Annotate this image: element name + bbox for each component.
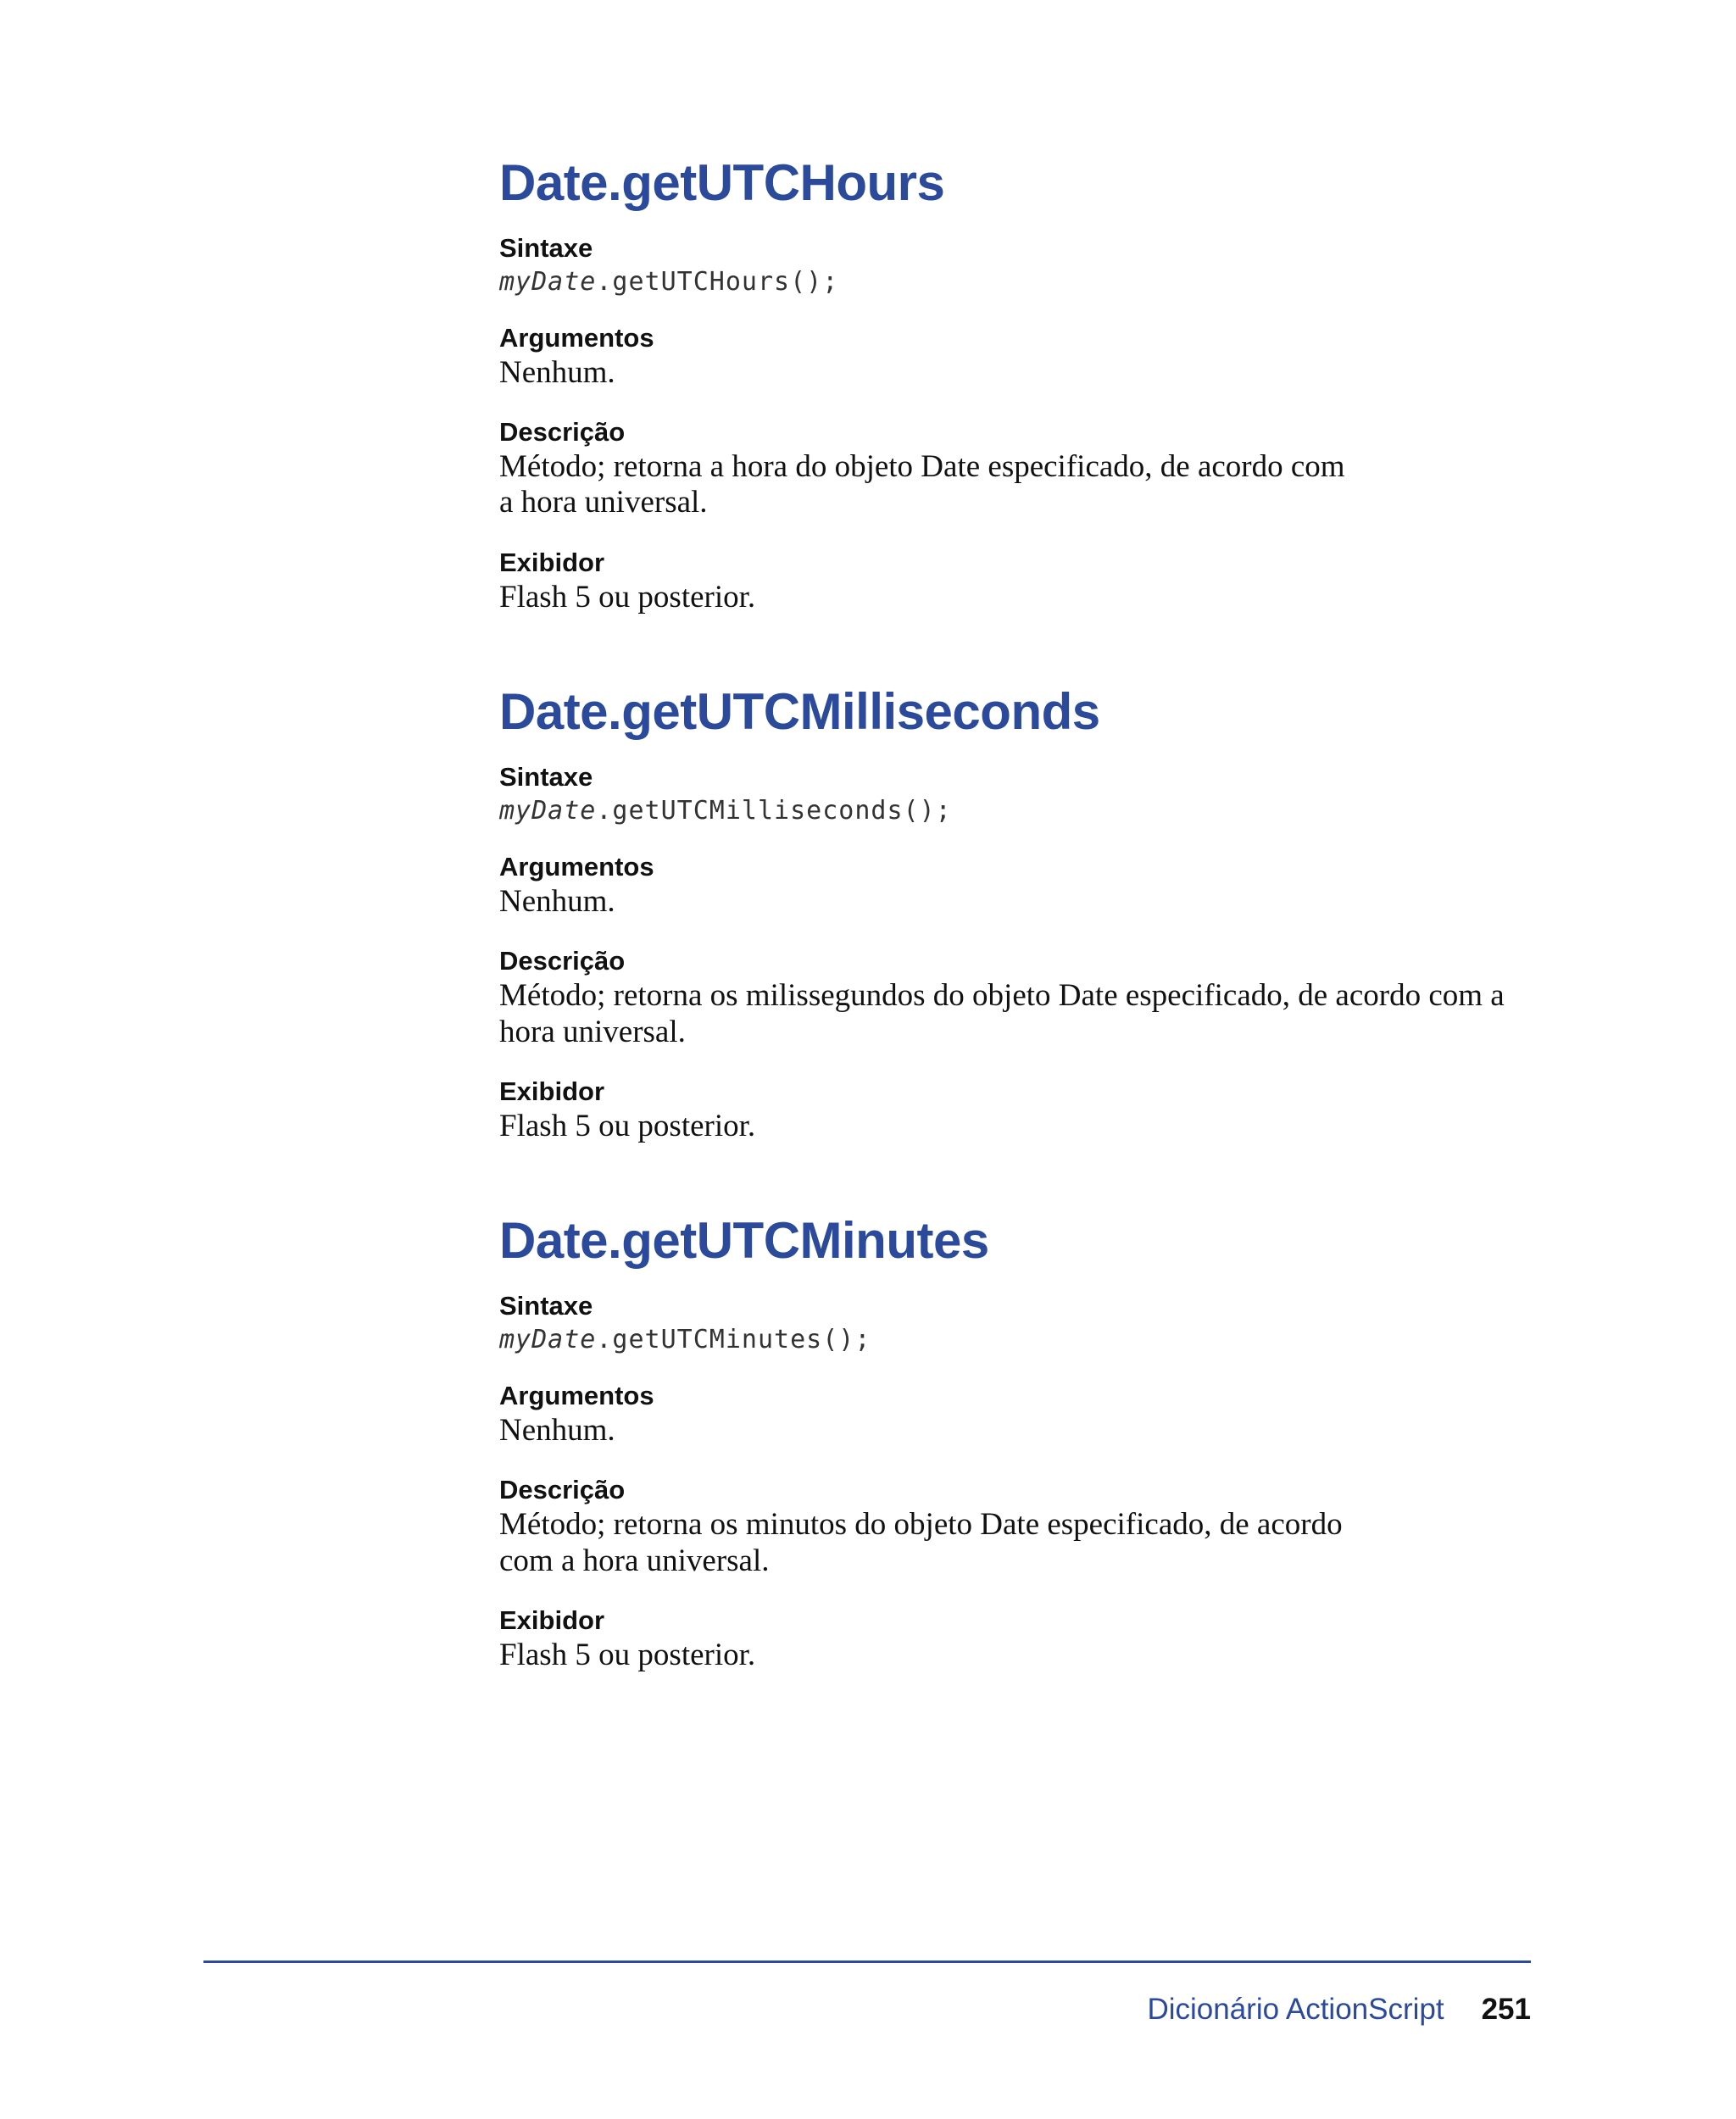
arguments-label: Argumentos [499,322,654,353]
page-content [499,153,1550,1740]
player-text: Flash 5 ou posterior. [499,1108,756,1143]
description-label: Descrição [499,946,626,976]
description-label: Descrição [499,417,626,448]
syntax-code [499,265,1550,298]
entry-date-getutcmilliseconds [499,681,1550,1144]
description-text: Método; retorna a hora do objeto Date especificado, de acordo com a hora universal. [499,448,1345,520]
entry-date-getutchours [499,153,1550,615]
syntax-method: .getUTCMilliseconds(); [596,795,952,826]
entry-title: Date.getUTCHours [499,154,945,211]
syntax-variable: myDate [499,1325,597,1355]
page-footer [1147,1993,1531,2027]
player-label: Exibidor [499,1076,605,1107]
description-text: Método; retorna os milissegundos do objeto Date especificado, de acordo com a hora universal. [499,977,1505,1049]
syntax-method: .getUTCHours(); [596,266,839,297]
syntax-label: Sintaxe [499,233,593,263]
arguments-label: Argumentos [499,1381,654,1411]
arguments-text: Nenhum. [499,354,615,390]
footer-book-title: Dicionário ActionScript [1147,1993,1444,2026]
syntax-label: Sintaxe [499,1291,593,1321]
entry-title: Date.getUTCMilliseconds [499,683,1100,741]
footer-divider [203,1960,1531,1963]
syntax-variable: myDate [499,266,597,297]
player-text: Flash 5 ou posterior. [499,1638,756,1673]
syntax-label: Sintaxe [499,762,593,793]
description-text: Método; retorna os minutos do objeto Date especificado, de acordo com a hora universal. [499,1507,1343,1578]
page-number: 251 [1481,1993,1531,2026]
player-text: Flash 5 ou posterior. [499,579,756,615]
player-label: Exibidor [499,1605,605,1636]
syntax-code [499,1323,1550,1356]
syntax-code [499,794,1550,827]
syntax-variable: myDate [499,795,597,826]
arguments-text: Nenhum. [499,1412,615,1448]
arguments-text: Nenhum. [499,883,615,919]
entry-title: Date.getUTCMinutes [499,1212,989,1270]
syntax-method: .getUTCMinutes(); [596,1325,871,1355]
player-label: Exibidor [499,547,605,577]
description-label: Descrição [499,1475,626,1505]
entry-date-getutcminutes [499,1210,1550,1673]
arguments-label: Argumentos [499,851,654,882]
